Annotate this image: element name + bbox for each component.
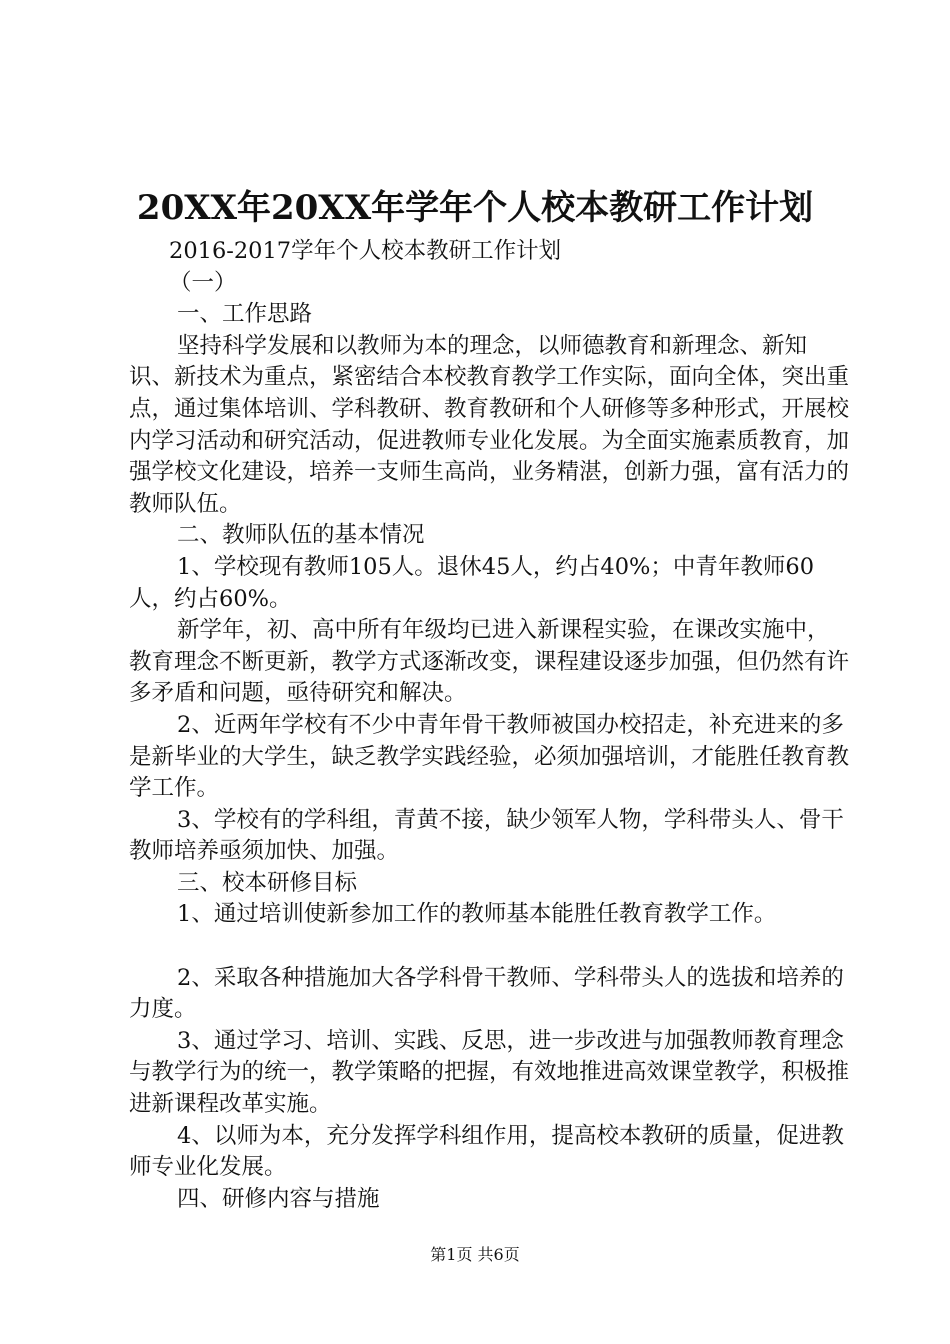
paragraph-work-ideas: 坚持科学发展和以教师为本的理念，以师德教育和新理念、新知识、新技术为重点，紧密结合本校教育教学工作实际，面向全体，突出重点，通过集体培训、学科教研、教育教研和个人研修等多种形式，开展校内学习活动和研究活动，促进教师专业化发展。为全面实施素质教育，加强学校文化建设，培养一支师生高尚，业务精湛，创新力强，富有活力的教师队伍。	[129, 332, 850, 517]
section-number: （一）	[169, 269, 237, 296]
subtitle: 2016-2017学年个人校本教研工作计划	[169, 238, 562, 264]
heading-work-ideas: 一、工作思路	[177, 301, 313, 328]
paragraph-goal-2: 2、采取各种措施加大各学科骨干教师、学科带头人的选拔和培养的力度。	[129, 964, 844, 1023]
paragraph-goal-4: 4、以师为本，充分发挥学科组作用，提高校本教研的质量，促进教师专业化发展。	[129, 1122, 844, 1181]
heading-research-content: 四、研修内容与措施	[177, 1185, 380, 1212]
paragraph-new-curriculum: 新学年，初、高中所有年级均已进入新课程实验，在课改实施中，教育理念不断更新，教学方式逐渐改变，课程建设逐步加强，但仍然有许多矛盾和问题，亟待研究和解决。	[129, 617, 850, 707]
paragraph-teacher-count: 1、学校现有教师105人。退休45人，约占40%；中青年教师60人，约占60%。	[129, 553, 815, 612]
heading-teacher-situation: 二、教师队伍的基本情况	[177, 522, 425, 549]
paragraph-subject-groups: 3、学校有的学科组，青黄不接，缺少领军人物，学科带头人、骨干教师培养亟须加快、加强。	[129, 806, 844, 865]
document-body	[129, 236, 849, 1215]
paragraph-goal-3: 3、通过学习、培训、实践、反思，进一步改进与加强教师教育理念与教学行为的统一，教学策略的把握，有效地推进高效课堂教学，积极推进新课程改革实施。	[129, 1027, 850, 1118]
document-title: 20XX年20XX年学年个人校本教研工作计划	[136, 188, 814, 228]
heading-research-goals: 三、校本研修目标	[177, 869, 358, 896]
paragraph-goal-1: 1、通过培训使新参加工作的教师基本能胜任教育教学工作。	[177, 901, 777, 928]
blank-line	[129, 931, 849, 963]
page-footer: 第1页 共6页	[430, 1245, 520, 1264]
paragraph-young-teachers: 2、近两年学校有不少中青年骨干教师被国办校招走，补充进来的多是新毕业的大学生，缺乏教学实践经验，必须加强培训，才能胜任教育教学工作。	[129, 711, 850, 802]
